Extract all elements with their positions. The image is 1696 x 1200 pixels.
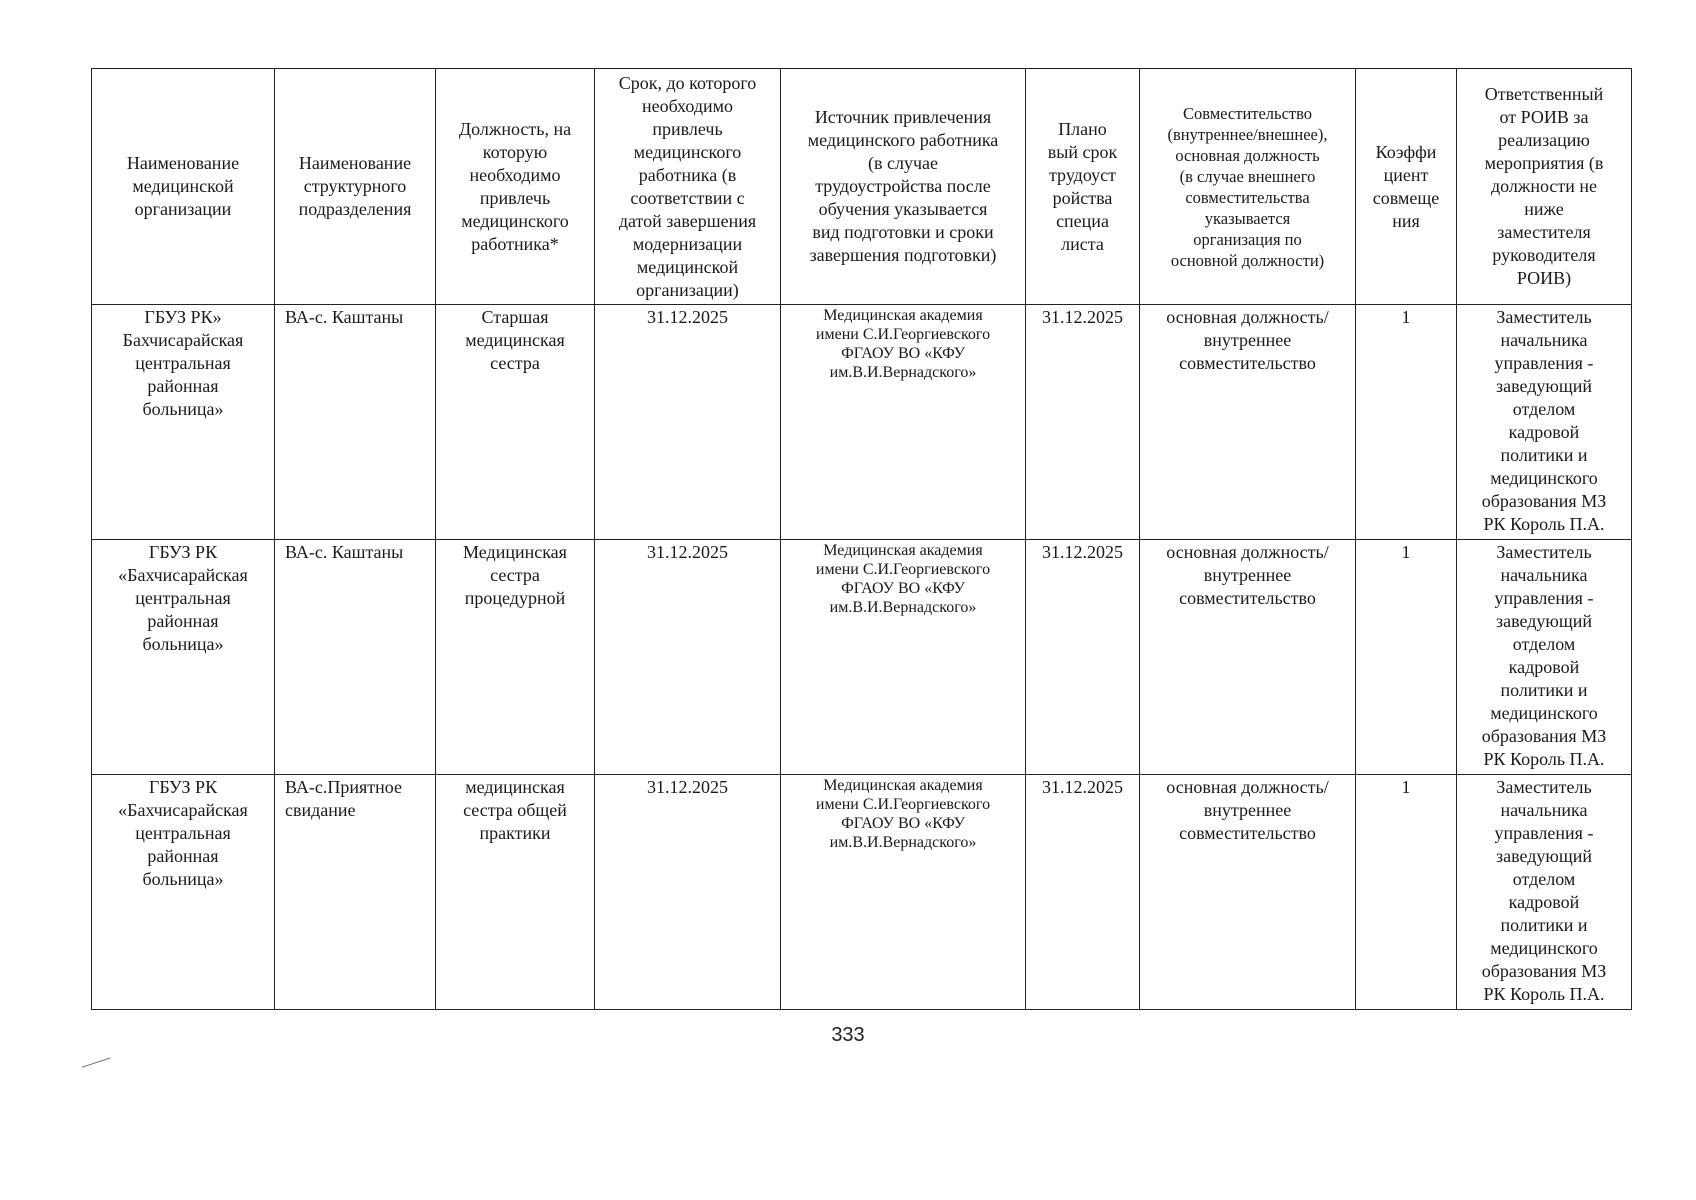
header-planned-date: Плано вый срок трудоуст ройства специа листа (1026, 69, 1140, 305)
cell-responsible: Заместитель начальника управления - заведующий отделом кадровой политики и медицинского образования МЗ РК Король П.А. (1457, 775, 1632, 1010)
cell-responsible: Заместитель начальника управления - заведующий отделом кадровой политики и медицинского образования МЗ РК Король П.А. (1457, 540, 1632, 775)
scan-mark (82, 1058, 113, 1074)
cell-planned-date: 31.12.2025 (1026, 540, 1140, 775)
page-number: 333 (831, 1024, 865, 1046)
cell-coefficient: 1 (1356, 540, 1457, 775)
cell-org: ГБУЗ РК «Бахчисарайская центральная районная больница» (92, 540, 275, 775)
table-row (92, 305, 1632, 540)
cell-org: ГБУЗ РК» Бахчисарайская центральная районная больница» (92, 305, 275, 540)
header-responsible: Ответственный от РОИВ за реализацию мероприятия (в должности не ниже заместителя руководителя РОИВ) (1457, 69, 1632, 305)
cell-unit: ВА-с. Каштаны (275, 540, 436, 775)
cell-combination: основная должность/ внутреннее совместительство (1140, 775, 1356, 1010)
cell-deadline: 31.12.2025 (595, 305, 781, 540)
table-row (92, 775, 1632, 1010)
cell-source: Медицинская академия имени С.И.Георгиевского ФГАОУ ВО «КФУ им.В.И.Вернадского» (781, 775, 1026, 1010)
cell-position: медицинская сестра общей практики (436, 775, 595, 1010)
header-position: Должность, на которую необходимо привлечь медицинского работника* (436, 69, 595, 305)
cell-source: Медицинская академия имени С.И.Георгиевского ФГАОУ ВО «КФУ им.В.И.Вернадского» (781, 305, 1026, 540)
cell-deadline: 31.12.2025 (595, 775, 781, 1010)
header-source: Источник привлечения медицинского работника (в случае трудоустройства после обучения указывается вид подготовки и сроки завершения подготовки) (781, 69, 1026, 305)
cell-combination: основная должность/ внутреннее совместительство (1140, 305, 1356, 540)
cell-org: ГБУЗ РК «Бахчисарайская центральная районная больница» (92, 775, 275, 1010)
cell-planned-date: 31.12.2025 (1026, 775, 1140, 1010)
cell-unit: ВА-с.Приятное свидание (275, 775, 436, 1010)
cell-planned-date: 31.12.2025 (1026, 305, 1140, 540)
cell-combination: основная должность/ внутреннее совместительство (1140, 540, 1356, 775)
header-org: Наименование медицинской организации (92, 69, 275, 305)
header-deadline: Срок, до которого необходимо привлечь медицинского работника (в соответствии с датой завершения модернизации медицинской организации) (595, 69, 781, 305)
cell-source: Медицинская академия имени С.И.Георгиевского ФГАОУ ВО «КФУ им.В.И.Вернадского» (781, 540, 1026, 775)
cell-responsible: Заместитель начальника управления - заведующий отделом кадровой политики и медицинского образования МЗ РК Король П.А. (1457, 305, 1632, 540)
cell-coefficient: 1 (1356, 305, 1457, 540)
table-header-row (92, 69, 1632, 305)
staffing-table (91, 68, 1632, 1010)
header-unit: Наименование структурного подразделения (275, 69, 436, 305)
header-combination: Совместительство (внутреннее/внешнее), основная должность (в случае внешнего совместительства указывается организация по основной должности) (1140, 69, 1356, 305)
cell-position: Старшая медицинская сестра (436, 305, 595, 540)
cell-deadline: 31.12.2025 (595, 540, 781, 775)
table-row (92, 540, 1632, 775)
cell-unit: ВА-с. Каштаны (275, 305, 436, 540)
cell-coefficient: 1 (1356, 775, 1457, 1010)
cell-position: Медицинская сестра процедурной (436, 540, 595, 775)
header-coefficient: Коэффи циент совмеще ния (1356, 69, 1457, 305)
